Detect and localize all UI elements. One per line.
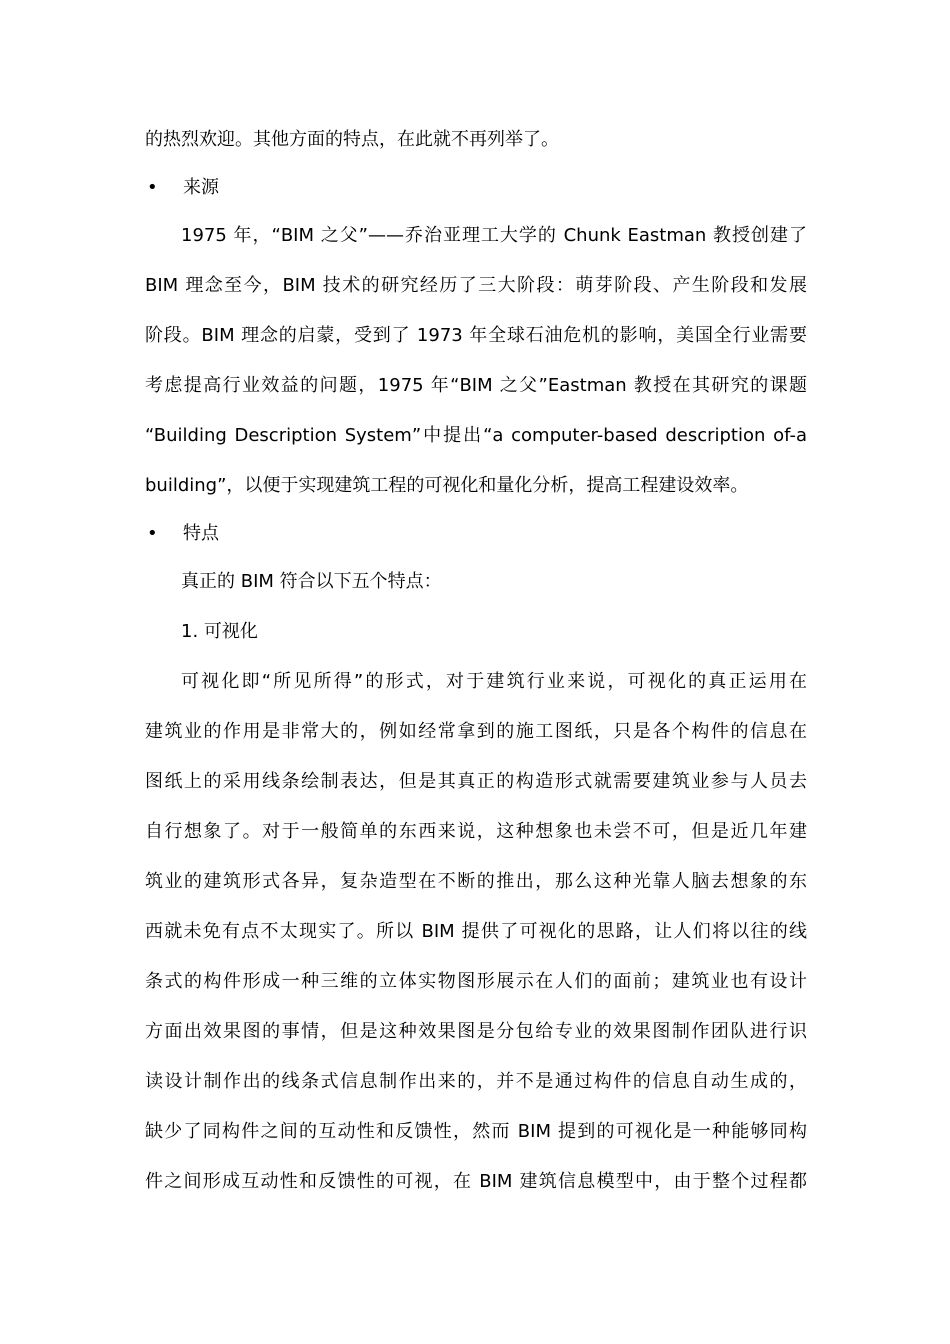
paragraph-line: BIM 理念至今，BIM 技术的研究经历了三大阶段：萌芽阶段、产生阶段和发展 <box>145 275 807 296</box>
section-heading-source: 来源 <box>183 177 219 198</box>
paragraph-line: 考虑提高行业效益的问题，1975 年“BIM 之父”Eastman 教授在其研究的课题 <box>145 375 807 396</box>
paragraph-line: 方面出效果图的事情，但是这种效果图是分包给专业的效果图制作团队进行识 <box>145 1021 807 1042</box>
paragraph-visualization <box>145 657 807 1207</box>
section-heading-features: 特点 <box>183 523 219 544</box>
intro-line: 的热烈欢迎。其他方面的特点，在此就不再列举了。 <box>145 129 559 150</box>
bullet-features <box>145 511 807 557</box>
bullet-icon: • <box>147 177 158 198</box>
paragraph-line: 西就未免有点不太现实了。所以 BIM 提供了可视化的思路，让人们将以往的线 <box>145 921 807 942</box>
paragraph-line: 阶段。BIM 理念的启蒙，受到了 1973 年全球石油危机的影响，美国全行业需要 <box>145 325 807 346</box>
paragraph-line: 条式的构件形成一种三维的立体实物图形展示在人们的面前；建筑业也有设计 <box>145 971 807 992</box>
paragraph-line: 缺少了同构件之间的互动性和反馈性，然而 BIM 提到的可视化是一种能够同构 <box>145 1121 807 1142</box>
bullet-source <box>145 165 807 211</box>
document-body <box>145 115 807 1207</box>
sub-heading-visualization: 1. 可视化 <box>181 621 258 642</box>
paragraph-source <box>145 211 807 511</box>
paragraph-line: 件之间形成互动性和反馈性的可视，在 BIM 建筑信息模型中，由于整个过程都 <box>145 1171 807 1192</box>
paragraph-line: 可视化即“所见所得”的形式，对于建筑行业来说，可视化的真正运用在 <box>181 671 807 692</box>
bullet-icon: • <box>147 523 158 544</box>
paragraph-line: 筑业的建筑形式各异，复杂造型在不断的推出，那么这种光靠人脑去想象的东 <box>145 871 807 892</box>
paragraph-line: 建筑业的作用是非常大的，例如经常拿到的施工图纸，只是各个构件的信息在 <box>145 721 807 742</box>
paragraph-line: 读设计制作出的线条式信息制作出来的，并不是通过构件的信息自动生成的， <box>145 1071 807 1092</box>
features-intro: 真正的 BIM 符合以下五个特点： <box>181 571 442 592</box>
paragraph-line: 1975 年，“BIM 之父”——乔治亚理工大学的 Chunk Eastman 教授创建了 <box>181 225 807 246</box>
paragraph-line: building”，以便于实现建筑工程的可视化和量化分析，提高工程建设效率。 <box>145 475 749 496</box>
paragraph-line: “Building Description System”中提出“a computer-based description of-a <box>145 425 807 446</box>
paragraph-line: 图纸上的采用线条绘制表达，但是其真正的构造形式就需要建筑业参与人员去 <box>145 771 807 792</box>
paragraph-line: 自行想象了。对于一般简单的东西来说，这种想象也未尝不可，但是近几年建 <box>145 821 807 842</box>
